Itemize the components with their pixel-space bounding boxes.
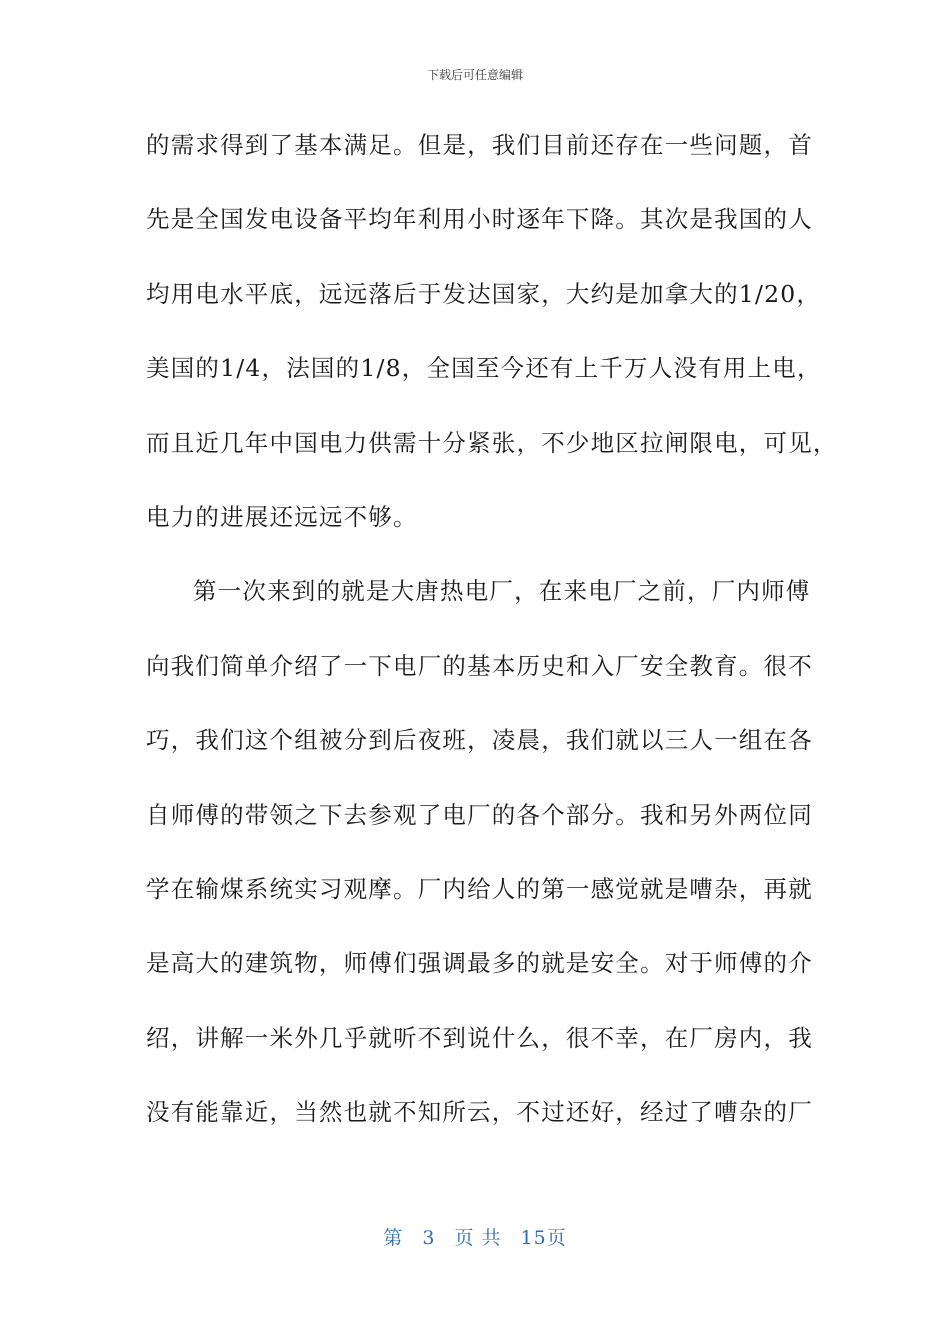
page-header: 下载后可任意编辑 bbox=[426, 68, 523, 82]
page-number-total: 15页 bbox=[520, 1227, 567, 1249]
page-number-prefix: 第 bbox=[383, 1227, 404, 1249]
text-line: 而且近几年中国电力供需十分紧张，不少地区拉闸限电，可见， bbox=[146, 428, 838, 457]
page-number-middle: 页 共 bbox=[454, 1227, 502, 1249]
body-text bbox=[146, 108, 838, 1149]
text-line: 电力的进展还远远不够。 bbox=[146, 502, 418, 531]
text-line: 美国的1/4，法国的1/8，全国至今还有上千万人没有用上电， bbox=[146, 354, 822, 383]
page-footer bbox=[0, 1226, 950, 1250]
page-number-current: 3 bbox=[422, 1227, 436, 1249]
text-line: 的需求得到了基本满足。但是，我们目前还存在一些问题，首 bbox=[146, 131, 813, 159]
text-line: 自师傅的带领之下去参观了电厂的各个部分。我和另外两位同 bbox=[146, 800, 813, 829]
text-line: 巧，我们这个组被分到后夜班，凌晨，我们就以三人一组在各 bbox=[146, 726, 813, 755]
text-line: 先是全国发电设备平均年利用小时逐年下降。其次是我国的人 bbox=[146, 205, 813, 234]
text-line: 是高大的建筑物，师傅们强调最多的就是安全。对于师傅的介 bbox=[146, 949, 813, 978]
paragraph-first-line: 第一次来到的就是大唐热电厂，在来电厂之前，厂内师傅 bbox=[193, 577, 811, 606]
text-line: 没有能靠近，当然也就不知所云，不过还好，经过了嘈杂的厂 bbox=[146, 1098, 813, 1127]
text-line: 学在输煤系统实习观摩。厂内给人的第一感觉就是嘈杂，再就 bbox=[146, 874, 813, 903]
text-line: 绍，讲解一米外几乎就听不到说什么，很不幸，在厂房内，我 bbox=[146, 1023, 813, 1052]
text-line: 均用电水平底，远远落后于发达国家，大约是加拿大的1/20， bbox=[146, 279, 822, 308]
text-line: 向我们简单介绍了一下电厂的基本历史和入厂安全教育。很不 bbox=[146, 651, 813, 680]
